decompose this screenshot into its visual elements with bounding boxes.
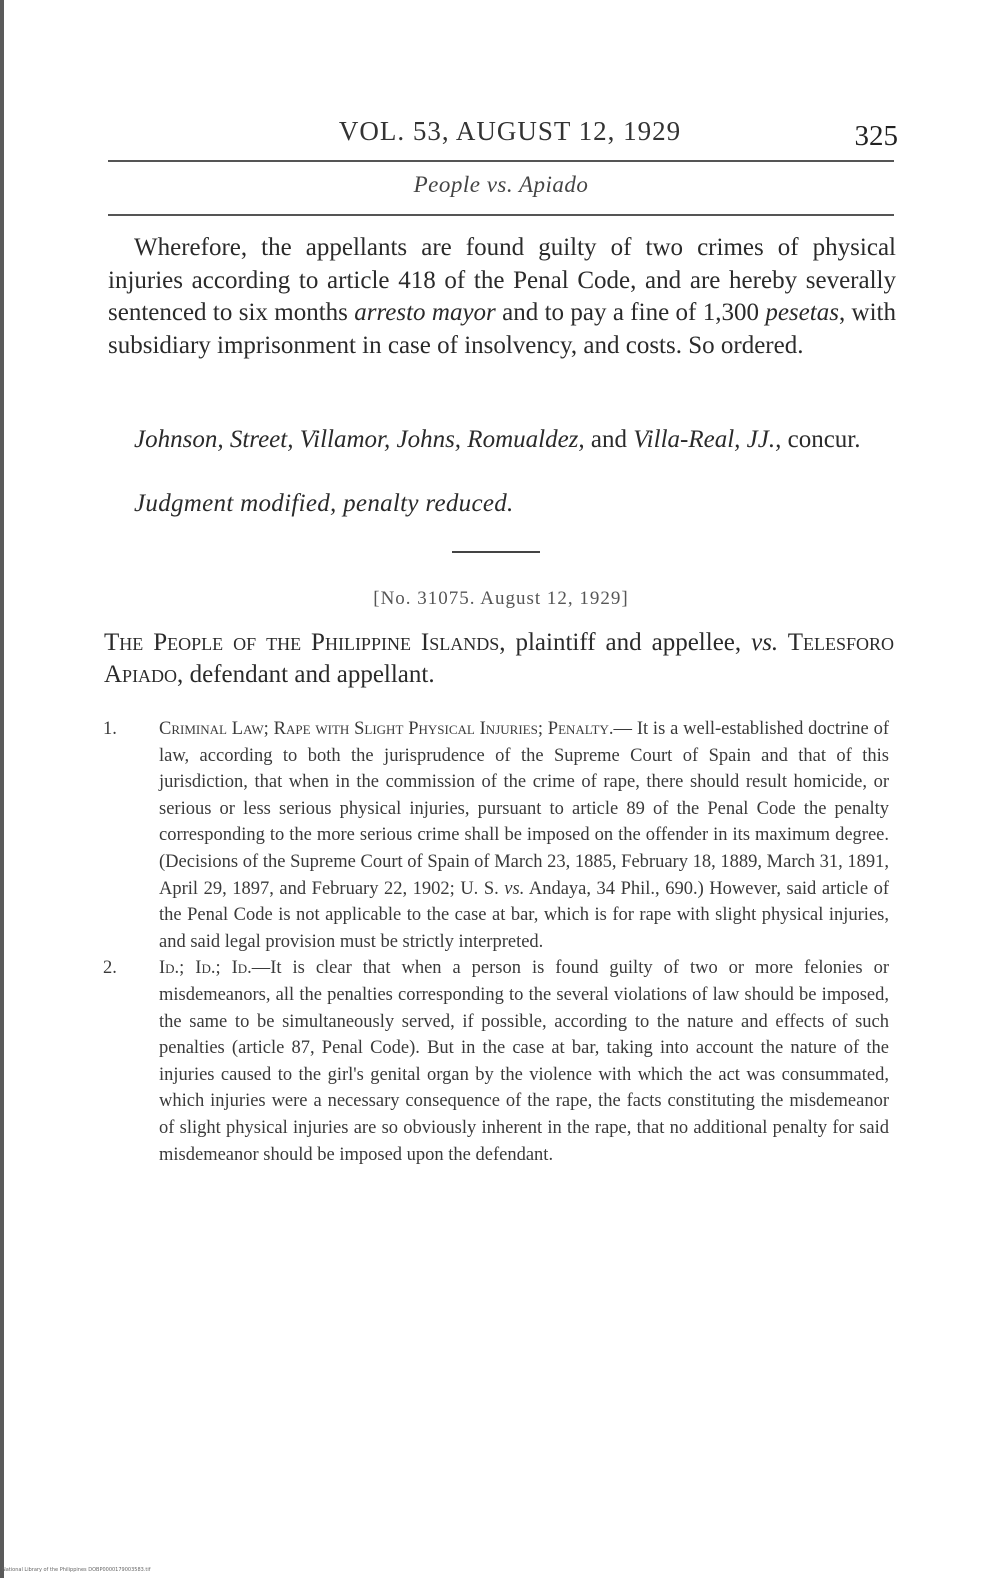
syllabus-item <box>103 716 889 955</box>
party-plaintiff: The People of the Philippine Islands, <box>104 629 506 656</box>
defendant-role: defendant and appellant. <box>183 661 435 688</box>
concurrence-paragraph <box>108 424 896 457</box>
section-divider <box>452 551 540 553</box>
syllabus-text-cont: Andaya, 34 Phil., 690.) However, said article of the Penal Code is not applicable to the case at bar, which is for rape with slight physical injuries, and said legal provision must be strictly interpreted. <box>159 878 889 952</box>
syllabus-text: It is a well-established doctrine of law, according to both the jurisprudence of the Supreme Court of Spain and that of this jurisdiction, that when in the commission of the crime of rape, there should result homicide, or serious or less serious physical injuries, pursuant to article 89 of the Penal Code the penalty corresponding to the more serious crime shall be imposed on the offender in its maximum degree. (Decisions of the Supreme Court of Spain of March 23, 1885, February 18, 1889, March 31, 1891, April 29, 1897, and February 22, 1902; U. S. <box>159 719 889 899</box>
page-left-edge <box>0 0 4 1578</box>
syllabus-item <box>103 955 889 1168</box>
syllabus-heading: Criminal Law; Rape with Slight Physical Injuries; Penalty.— <box>159 719 632 739</box>
syllabus-heading: Id.; Id.; Id. <box>159 958 252 979</box>
disposition-text-2: and to pay a fine of 1,300 <box>495 299 766 327</box>
scan-footer: National Library of the Philippines DOBP0000179003583.tif <box>2 1567 151 1573</box>
disposition-text-3: , with subsidiary imprisonment in case of insolvency, and costs. So ordered. <box>108 299 896 359</box>
running-head: VOL. 53, AUGUST 12, 1929 <box>338 116 682 146</box>
header-rule-bottom <box>108 214 894 216</box>
versus: vs. <box>751 629 779 656</box>
case-title: People vs. Apiado <box>413 172 589 197</box>
pesetas-term: pesetas <box>765 299 839 327</box>
plaintiff-role: plaintiff and appellee, <box>505 629 752 656</box>
party-defendant: Telesforo Apiado, <box>104 629 894 688</box>
syllabus-vs: vs. <box>504 878 525 899</box>
concur-tail: concur. <box>781 426 861 453</box>
syllabus-text: —It is clear that when a person is found guilty of two or more felonies or misdemeanors, all the penalties corresponding to the several violations of law should be imposed, the same to be simultaneously served, if possible, according to the nature and effects of such penalties (article 87, Penal Code). But in the case at bar, taking into account the nature of the injuries caused to the girl's genital organ by the violence with which the act was consummated, which injuries were a necessary consequence of the rape, the facts constituting the misdemeanor of slight physical injuries are so obviously inherent in the rape, that no additional penalty for said misdemeanor should be imposed upon the defendant. <box>159 958 889 1165</box>
syllabus <box>103 716 889 1168</box>
disposition-paragraph <box>108 232 896 362</box>
concur-and: and <box>584 426 634 453</box>
concur-justices: Johnson, Street, Villamor, Johns, Romualdez, <box>134 426 585 453</box>
syllabus-number: 1. <box>103 719 117 739</box>
page-number: 325 <box>854 120 898 152</box>
case-number: [No. 31075. August 12, 1929] <box>373 588 629 609</box>
header-rule-top <box>108 160 894 162</box>
concur-last-justice: Villa-Real, JJ., <box>633 426 782 453</box>
parties-caption <box>104 627 894 691</box>
page-header <box>108 112 898 156</box>
syllabus-number: 2. <box>103 958 117 979</box>
disposition-text-1: Wherefore, the appellants are found guilty of two crimes of physical injuries according to article 418 of the Penal Code, and are hereby severally sentenced to six months <box>108 234 896 327</box>
judgment-line: Judgment modified, penalty reduced. <box>134 490 514 517</box>
arresto-mayor-term: arresto mayor <box>354 299 496 327</box>
